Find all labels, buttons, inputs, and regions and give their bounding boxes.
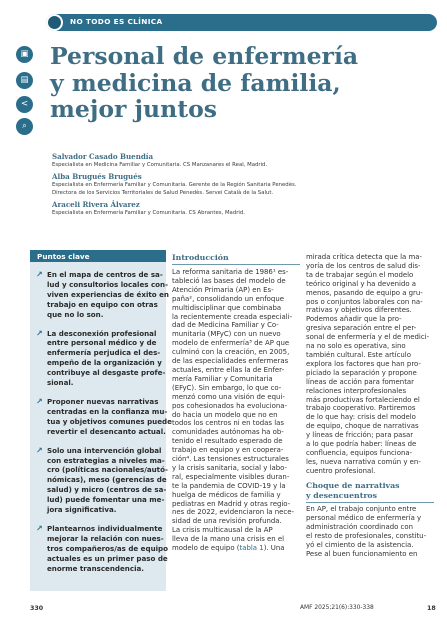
key-point-text [47, 397, 172, 437]
share-icon[interactable]: < [16, 96, 33, 113]
section-heading-choque [306, 481, 400, 501]
text-line: comunidades autónomas ha ob- [172, 428, 284, 437]
key-point-line: tua y objetivos comunes puede [47, 416, 172, 426]
key-point-line: La desconexión profesional [47, 328, 157, 338]
key-points-heading: Puntos clave [37, 252, 90, 261]
text-line: En AP, el trabajo conjunto entre [306, 505, 417, 513]
title-line: Personal de enfermería [50, 42, 359, 70]
key-point-line: enorme transcendencia. [47, 563, 144, 573]
text-line: sidad de una revisión profunda. [172, 517, 282, 526]
search-icon[interactable]: ⌕ [16, 118, 33, 135]
text-line: ta de trabajar según el modelo [306, 270, 414, 279]
key-point-line: cro (políticas nacionales/autó- [47, 465, 168, 475]
journal-citation: AMF 2025;21(6):330-338 [300, 605, 374, 611]
text-line: piciado la separación y propone [306, 368, 417, 377]
text-line: y líneas de fricción; para pasar [306, 431, 414, 440]
key-point-line: actuales es un primer paso de [47, 553, 168, 563]
text-line: (EFyC). Sin embargo, lo que co- [172, 383, 282, 392]
text-line: modelo de enfermería³ de AP que [172, 339, 290, 348]
author-name: Salvador Casado Buendía [52, 152, 154, 161]
key-point-line: enfermería perjudica el des- [47, 348, 161, 358]
text-line: Atención Primaria (AP) en Es- [172, 285, 274, 294]
subheading-line: Choque de narrativas [306, 481, 400, 490]
text-line: Podemos añadir que la pro- [306, 315, 402, 324]
text-line: líneas de acción para fomentar [306, 377, 415, 386]
text-line: la recientemente creada especiali- [172, 312, 293, 321]
text-line: administración coordinado con [306, 522, 414, 531]
text-line: na no solo es operativa, sino [306, 342, 406, 351]
author-affiliation: Especialista en Enfermería Familiar y Comunitaria. CS Abrantes, Madrid. [52, 209, 245, 216]
section-heading-introduccion: Introducción [172, 253, 229, 262]
text-line: paña², consolidando un enfoque [172, 294, 284, 303]
text-line: tenido el resultado esperado de [172, 437, 283, 446]
text-line: trabajo cooperativo. Partiremos [306, 404, 416, 413]
subheading-line: y desencuentros [306, 491, 378, 500]
choque-text [306, 505, 434, 558]
text-line: La crisis multicausal de la AP [172, 526, 273, 535]
text-line: menos, pasando de equipo a gru- [306, 288, 423, 297]
key-point-item [36, 329, 164, 388]
text-line: a lo que podría haber: líneas de [306, 440, 417, 449]
key-point-line: centradas en la confianza mu- [47, 406, 168, 416]
key-point-item [36, 270, 169, 320]
key-point-line: Plantearnos individualmente [47, 523, 163, 533]
table-reference-link[interactable]: tabla 1 [239, 544, 264, 553]
save-icon[interactable]: ▣ [16, 46, 33, 63]
key-point-line: salud) y micro (centros de sa- [47, 485, 167, 495]
key-point-line: tros compañeros/as de equipo [47, 543, 168, 553]
key-point-item [36, 445, 168, 515]
key-point-line: lud) puede fomentar una me- [47, 495, 165, 505]
text-line: La reforma sanitaria de 1986¹ es- [172, 268, 289, 276]
text-line: modelo de equipo (tabla 1). Una [172, 544, 285, 553]
title-line: mejor juntos [50, 95, 217, 123]
key-point-text [47, 329, 165, 388]
key-point-line: empeño de la organización y [47, 358, 162, 368]
key-point-text [47, 446, 168, 515]
introduccion-text [172, 268, 300, 553]
text-line: también cultural. Este artículo [306, 350, 411, 359]
key-point-line: que no lo son. [47, 309, 104, 319]
text-line: menzó como una visión de equi- [172, 392, 285, 401]
text-line: sonal de enfermería y el de medici- [306, 333, 430, 342]
text-line: rrativas y objetivos diferentes. [306, 306, 412, 315]
key-point-line: sional. [47, 378, 74, 388]
text-line: gresiva separación entre el per- [306, 324, 417, 333]
column3-text [306, 253, 434, 476]
text-line: yoría de los centros de salud dis- [306, 261, 421, 270]
author-name: Alba Brugués Brugués [52, 172, 142, 182]
key-point-line: nómicas), meso (gerencias de [47, 475, 167, 485]
text-line: el resto de profesionales, constitu- [306, 531, 427, 540]
key-point-line: lud y consultorios locales con- [47, 279, 169, 289]
author [52, 172, 442, 197]
print-icon[interactable]: ▤ [16, 72, 33, 89]
arrow-icon: ↗ [36, 328, 43, 338]
article-title [50, 43, 440, 123]
author-list [52, 152, 442, 220]
text-line: teórico original y ha devenido a [306, 279, 417, 288]
key-point-line: contribuye al desgaste profe- [47, 368, 166, 378]
key-point-line: mejorar la relación con nues- [47, 533, 164, 543]
text-line: culminó con la creación, en 2005, [172, 348, 290, 357]
text-line: yó el cimiento de la asistencia. [306, 540, 414, 549]
author-affiliation: Directora de los Servicios Territoriales de Salud Penedès. Servei Català de la Salut. [52, 189, 274, 196]
text-line: pos o conjuntos laborales con na- [306, 297, 423, 306]
key-point-line: jora significativa. [47, 505, 117, 515]
author [52, 200, 442, 217]
section-rule [306, 502, 434, 503]
key-points-list [36, 270, 172, 582]
text-line: mería Familiar y Comunitaria [172, 374, 273, 383]
text-line: Pese al buen funcionamiento en [306, 549, 418, 558]
key-point-line: con estrategias a niveles ma- [47, 455, 165, 465]
key-point-line: En el mapa de centros de sa- [47, 270, 163, 279]
arrow-icon: ↗ [36, 445, 43, 455]
author-affiliation: Especialista en Enfermería Familiar y Comunitaria. Gerente de la Región Sanitaria Penedès. [52, 182, 297, 189]
arrow-icon: ↗ [36, 523, 43, 533]
text-line: nes de 2022, evidenciaron la nece- [172, 508, 294, 517]
key-point-item [36, 523, 168, 574]
key-point-line: trabajo en equipo con otras [47, 299, 158, 309]
text-line: de las especialidades enfermeras [172, 357, 289, 366]
text-line: actuales, entre ellas la de Enfer- [172, 365, 285, 374]
text-line: explora los factores que han pro- [306, 359, 421, 368]
text-line: ral, especialmente visibles duran- [172, 472, 290, 481]
text-line: de lo que hay: crisis del modelo [306, 413, 416, 422]
key-point-line: entre personal médico y de [47, 338, 157, 348]
text-line: cuentro profesional. [306, 466, 376, 475]
title-line: y medicina de familia, [50, 68, 341, 97]
text-line: relaciones interprofesionales [306, 386, 407, 395]
text-line: multidisciplinar que combinaba [172, 303, 282, 312]
text-line: mirada crítica detecta que la ma- [306, 253, 422, 261]
key-point-text [47, 524, 168, 574]
text-line: do hacia un modelo que no en [172, 410, 278, 419]
key-point-item [36, 396, 172, 437]
text-line: huelga de médicos de familia y [172, 490, 281, 499]
key-point-line: Proponer nuevas narrativas [47, 396, 159, 406]
text-line: te la pandemia de COVID-19 y la [172, 481, 286, 490]
section-label: NO TODO ES CLÍNICA [70, 17, 163, 26]
text-line: confluencia, equipos funciona- [306, 448, 413, 457]
text-line: lleva de la mano una crisis en el [172, 535, 285, 544]
text-line: de equipo, choque de narrativas [306, 422, 419, 431]
text-line: pediatras en Madrid y otras regio- [172, 499, 291, 508]
page-number-right: 18 [427, 605, 436, 612]
key-point-line: Solo una intervención global [47, 445, 162, 455]
author-affiliation: Especialista en Medicina Familiar y Comunitaria. CS Manzanares el Real, Madrid. [52, 162, 268, 168]
text-line: ción⁴. Las tensiones estructurales [172, 455, 289, 464]
section-banner-dot [46, 14, 63, 31]
text-line: tableció las bases del modelo de [172, 276, 286, 285]
text-line: y la crisis sanitaria, social y labo- [172, 463, 288, 472]
text-line: trabajo en equipo y en coopera- [172, 446, 284, 455]
author [52, 152, 442, 169]
section-rule [172, 264, 300, 265]
arrow-icon: ↗ [36, 270, 43, 279]
text-line: pos cohesionados ha evoluciona- [172, 401, 288, 410]
author-name: Araceli Rivera Álvarez [52, 199, 140, 209]
key-point-line: revertir el desencanto actual. [47, 426, 166, 436]
page-number-left: 330 [30, 605, 44, 612]
key-point-text [47, 270, 169, 320]
text-line: personal médico de enfermería y [306, 513, 422, 522]
text-line: les, nueva narrativa común y en- [306, 457, 421, 466]
text-line: más productivas fortaleciendo el [306, 395, 420, 404]
text-line: munitaria (MFyC) con un nuevo [172, 330, 281, 339]
text-line: todos los centros ni en todas las [172, 419, 285, 428]
arrow-icon: ↗ [36, 396, 43, 406]
text-line: dad de Medicina Familiar y Co- [172, 321, 279, 330]
key-point-line: viven experiencias de éxito en [47, 289, 169, 299]
